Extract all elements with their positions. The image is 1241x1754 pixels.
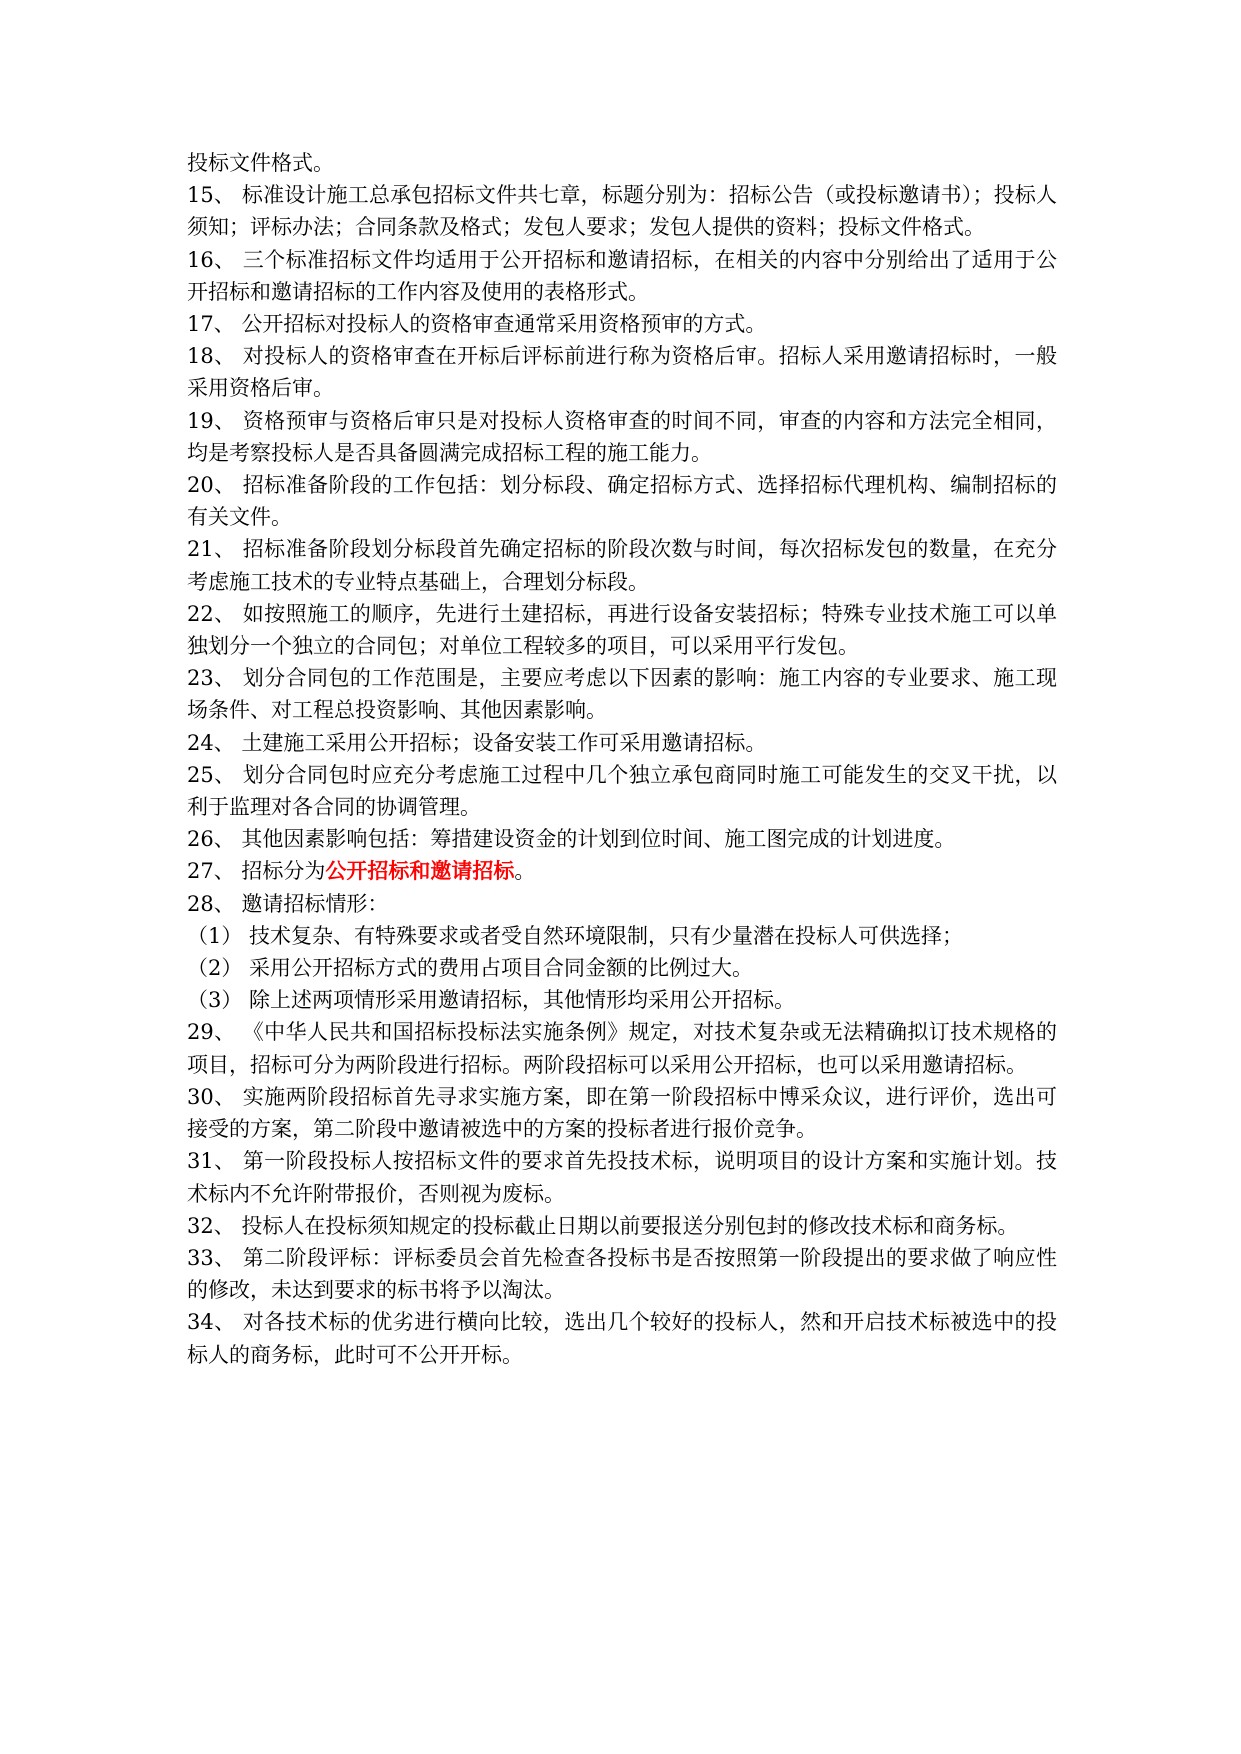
paragraph-item-27 (187, 855, 1057, 887)
highlighted-text: 公开招标和邀请招标 (325, 858, 515, 884)
paragraph-item-24: 24、 土建施工采用公开招标；设备安装工作可采用邀请招标。 (187, 730, 767, 755)
paragraph-item-31: 31、 第一阶段投标人按招标文件的要求首先投技术标，说明项目的设计方案和实施计划。技术标内不允许附带报价，否则视为废标。 (187, 1149, 1057, 1206)
paragraph-item-34: 34、 对各技术标的优劣进行横向比较，选出几个较好的投标人，然和开启技术标被选中的投标人的商务标，此时可不公开开标。 (187, 1310, 1057, 1367)
paragraph-item-27-end: 。 (514, 859, 536, 884)
paragraph-item-20: 20、 招标准备阶段的工作包括：划分标段、确定招标方式、选择招标代理机构、编制招标的有关文件。 (187, 473, 1057, 530)
sub-item-3: （3） 除上述两项情形采用邀请招标，其他情形均采用公开招标。 (187, 988, 796, 1013)
paragraph-item-17: 17、 公开招标对投标人的资格审查通常采用资格预审的方式。 (187, 312, 767, 337)
paragraph-item-33: 33、 第二阶段评标：评标委员会首先检查各投标书是否按照第一阶段提出的要求做了响应性的修改，未达到要求的标书将予以淘汰。 (187, 1245, 1057, 1303)
paragraph-item-26: 26、 其他因素影响包括：筹措建设资金的计划到位时间、施工图完成的计划进度。 (187, 827, 956, 852)
paragraph-item-32: 32、 投标人在投标须知规定的投标截止日期以前要报送分别包封的修改技术标和商务标。 (187, 1213, 1019, 1238)
paragraph-item-22: 22、 如按照施工的顺序，先进行土建招标，再进行设备安装招标；特殊专业技术施工可以单独划分一个独立的合同包；对单位工程较多的项目，可以采用平行发包。 (187, 601, 1057, 659)
sub-item-2: （2） 采用公开招标方式的费用占项目合同金额的比例过大。 (187, 956, 754, 981)
paragraph-item-15: 15、 标准设计施工总承包招标文件共七章，标题分别为：招标公告（或投标邀请书）；投标人须知；评标办法；合同条款及格式；发包人要求；发包人提供的资料；投标文件格式。 (187, 183, 1057, 240)
paragraph-item-18: 18、 对投标人的资格审查在开标后评标前进行称为资格后审。招标人采用邀请招标时，一般采用资格后审。 (187, 344, 1057, 401)
paragraph-item-21: 21、 招标准备阶段划分标段首先确定招标的阶段次数与时间，每次招标发包的数量，在充分考虑施工技术的专业特点基础上，合理划分标段。 (187, 537, 1057, 594)
paragraph-item-30: 30、 实施两阶段招标首先寻求实施方案，即在第一阶段招标中博采众议，进行评价，选出可接受的方案，第二阶段中邀请被选中的方案的投标者进行报价竞争。 (187, 1084, 1057, 1142)
paragraph-item-23: 23、 划分合同包的工作范围是，主要应考虑以下因素的影响：施工内容的专业要求、施工现场条件、对工程总投资影响、其他因素影响。 (187, 666, 1057, 723)
paragraph-continuation: 投标文件格式。 (187, 151, 334, 175)
paragraph-item-16: 16、 三个标准招标文件均适用于公开招标和邀请招标，在相关的内容中分别给出了适用于公开招标和邀请招标的工作内容及使用的表格形式。 (187, 247, 1057, 304)
sub-item-1: （1） 技术复杂、有特殊要求或者受自然环境限制，只有少量潜在投标人可供选择； (187, 923, 964, 948)
paragraph-item-27-lead: 27、 招标分为 (187, 859, 326, 884)
document-body (187, 147, 1057, 1371)
paragraph-item-25: 25、 划分合同包时应充分考虑施工过程中几个独立承包商同时施工可能发生的交叉干扰，以利于监理对各合同的协调管理。 (187, 762, 1057, 820)
paragraph-item-28: 28、 邀请招标情形： (187, 891, 389, 916)
paragraph-item-19: 19、 资格预审与资格后审只是对投标人资格审查的时间不同，审查的内容和方法完全相同，均是考察投标人是否具备圆满完成招标工程的施工能力。 (187, 408, 1057, 465)
paragraph-item-29: 29、 《中华人民共和国招标投标法实施条例》规定，对技术复杂或无法精确拟订技术规格的项目，招标可分为两阶段进行招标。两阶段招标可以采用公开招标，也可以采用邀请招标。 (187, 1020, 1057, 1077)
